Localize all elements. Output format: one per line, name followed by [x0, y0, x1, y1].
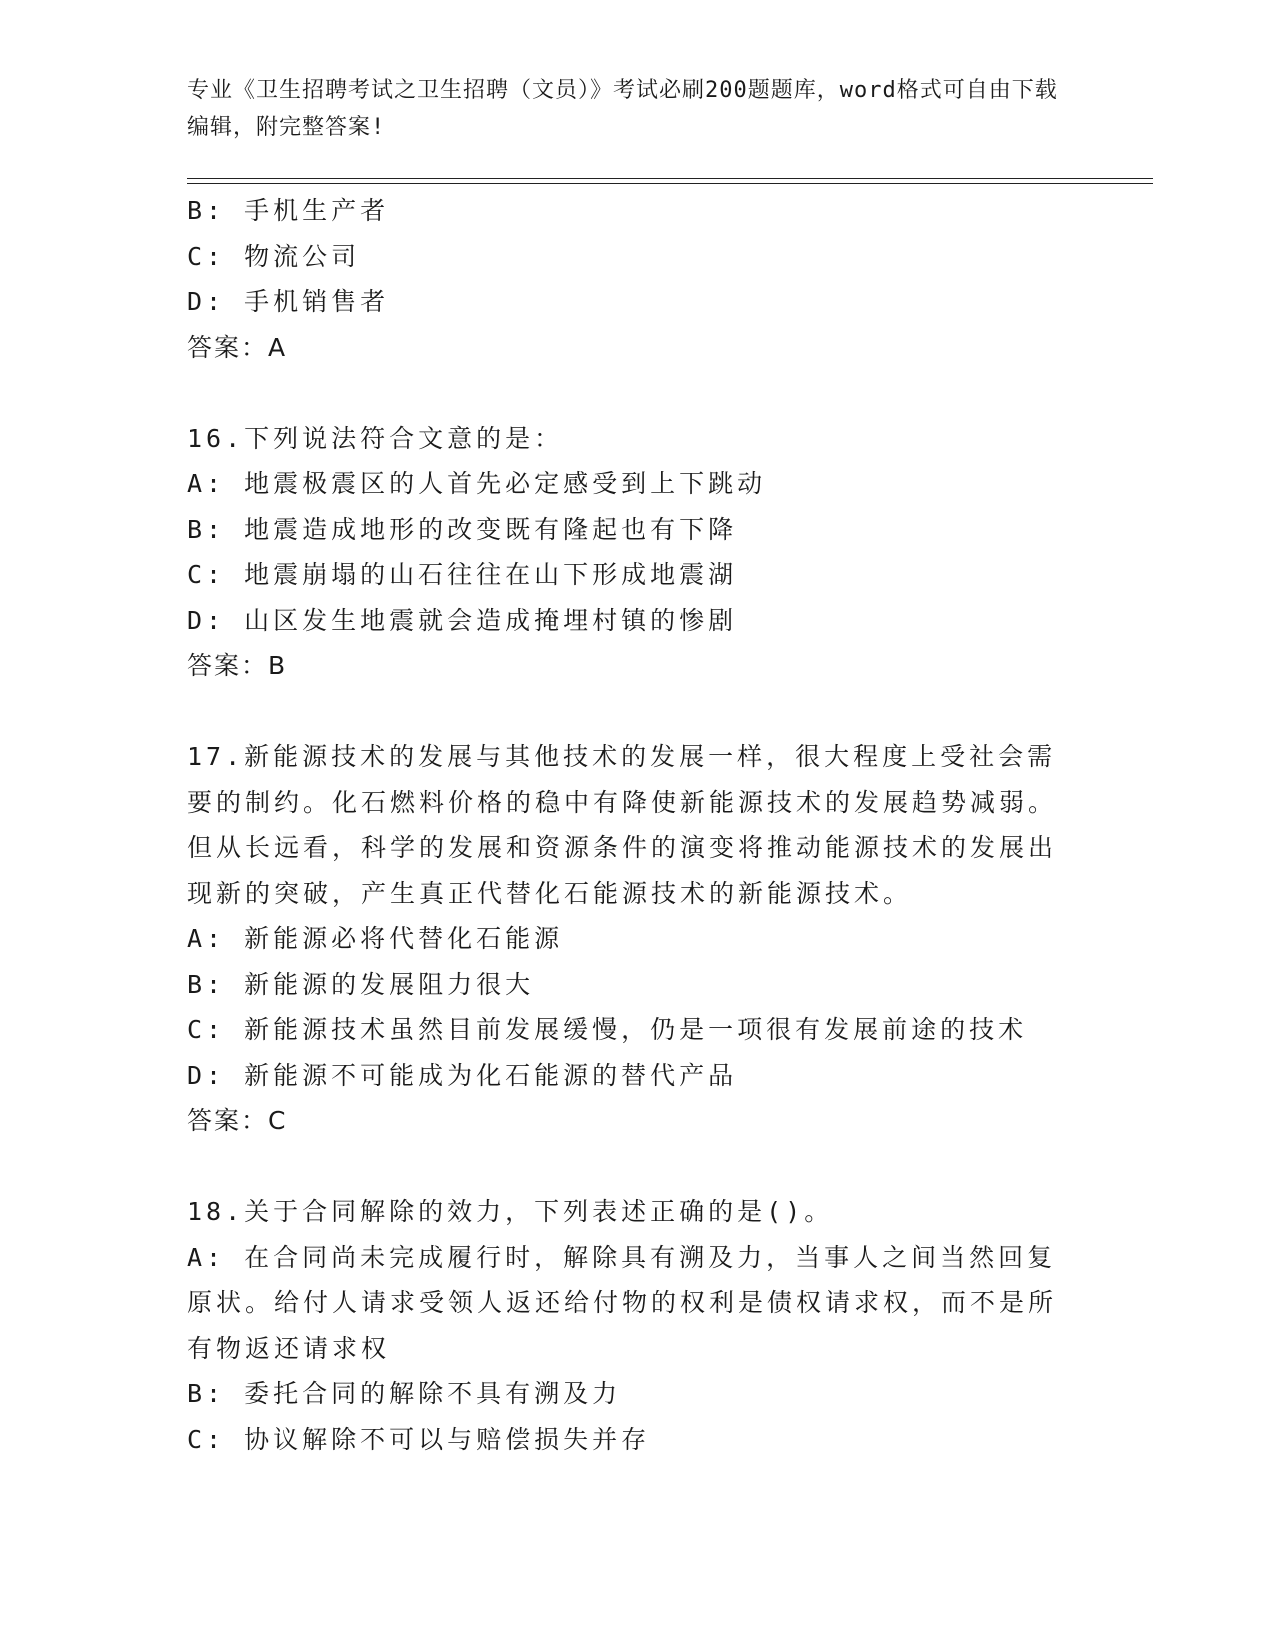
document-body	[187, 188, 1067, 1462]
header-divider-top	[187, 178, 1153, 179]
option-c: C: 地震崩塌的山石往往在山下形成地震湖	[187, 560, 738, 589]
option-d: D: 新能源不可能成为化石能源的替代产品	[187, 1060, 738, 1090]
option-b: B: 新能源的发展阻力很大	[187, 969, 535, 999]
answer-line: 答案：C	[187, 1106, 288, 1135]
answer-line: 答案：A	[187, 332, 288, 362]
option-a: A: 在合同尚未完成履行时，解除具有溯及力，当事人之间当然回复原状。给付人请求受领人返还给付物的权利是债权请求权，而不是所有物返还请求权	[187, 1242, 1058, 1363]
answer-line: 答案：B	[187, 651, 288, 680]
question-stem: 18.关于合同解除的效力，下列表述正确的是()。	[187, 1197, 834, 1226]
option-a: A: 新能源必将代替化石能源	[187, 924, 564, 953]
option-c: C: 协议解除不可以与赔偿损失并存	[187, 1424, 651, 1454]
header-title: 专业《卫生招聘考试之卫生招聘（文员）》考试必刷200题题库，word格式可自由下载编辑，附完整答案!	[187, 78, 1058, 140]
question-block-17	[187, 734, 1067, 1144]
document-header	[187, 72, 1067, 146]
option-b: B: 手机生产者	[187, 196, 390, 225]
spacer	[187, 1144, 1067, 1190]
option-d: D: 山区发生地震就会造成掩埋村镇的惨剧	[187, 605, 738, 635]
spacer	[187, 689, 1067, 735]
option-a: A: 地震极震区的人首先必定感受到上下跳动	[187, 469, 767, 498]
question-stem: 16.下列说法符合文意的是：	[187, 423, 564, 453]
question-block-15-tail	[187, 188, 1067, 370]
option-d: D: 手机销售者	[187, 287, 390, 316]
option-c: C: 新能源技术虽然目前发展缓慢，仍是一项很有发展前途的技术	[187, 1015, 1028, 1044]
option-c: C: 物流公司	[187, 241, 361, 271]
question-stem: 17.新能源技术的发展与其他技术的发展一样，很大程度上受社会需要的制约。化石燃料价格的稳中有降使新能源技术的发展趋势减弱。但从长远看，科学的发展和资源条件的演变将推动能源技术的发展出现新的突破，产生真正代替化石能源技术的新能源技术。	[187, 742, 1058, 908]
option-b: B: 委托合同的解除不具有溯及力	[187, 1379, 622, 1408]
option-b: B: 地震造成地形的改变既有隆起也有下降	[187, 514, 738, 544]
question-block-18	[187, 1189, 1067, 1462]
spacer	[187, 370, 1067, 416]
header-divider-bottom	[187, 183, 1153, 184]
question-block-16	[187, 416, 1067, 689]
